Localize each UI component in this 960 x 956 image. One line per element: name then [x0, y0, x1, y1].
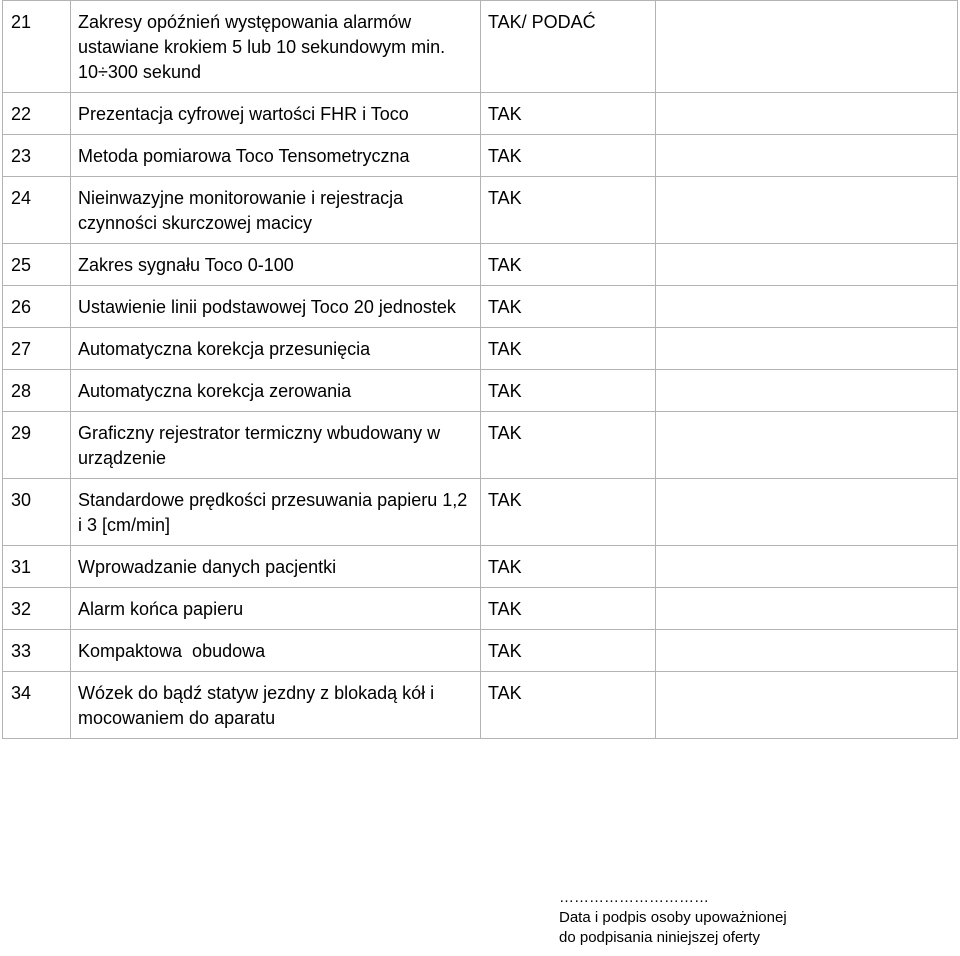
row-description: Zakresy opóźnień występowania alarmów ustawiane krokiem 5 lub 10 sekundowym min. 10÷300 sekund — [71, 1, 481, 93]
row-offered-value[interactable] — [656, 672, 958, 739]
row-description: Alarm końca papieru — [71, 588, 481, 630]
row-description: Kompaktowa obudowa — [71, 630, 481, 672]
table-row — [3, 328, 958, 370]
row-requirement: TAK — [481, 328, 656, 370]
table-row — [3, 546, 958, 588]
row-number: 34 — [3, 672, 71, 739]
table-row — [3, 479, 958, 546]
specification-table — [2, 0, 958, 739]
table-row — [3, 177, 958, 244]
row-offered-value[interactable] — [656, 412, 958, 479]
row-offered-value[interactable] — [656, 286, 958, 328]
row-requirement: TAK — [481, 370, 656, 412]
table-row — [3, 244, 958, 286]
table-row — [3, 630, 958, 672]
row-number: 28 — [3, 370, 71, 412]
row-number: 30 — [3, 479, 71, 546]
row-offered-value[interactable] — [656, 328, 958, 370]
specification-table-body — [3, 1, 958, 739]
row-requirement: TAK — [481, 286, 656, 328]
row-offered-value[interactable] — [656, 177, 958, 244]
table-row — [3, 588, 958, 630]
signature-line: ………………………… — [559, 889, 709, 906]
signature-caption-line-2: do podpisania niniejszej oferty — [559, 929, 760, 946]
row-description: Automatyczna korekcja przesunięcia — [71, 328, 481, 370]
row-requirement: TAK — [481, 546, 656, 588]
row-offered-value[interactable] — [656, 93, 958, 135]
row-offered-value[interactable] — [656, 1, 958, 93]
row-description: Metoda pomiarowa Toco Tensometryczna — [71, 135, 481, 177]
row-number: 25 — [3, 244, 71, 286]
row-requirement: TAK — [481, 672, 656, 739]
signature-block — [559, 888, 879, 948]
signature-caption-line-1: Data i podpis osoby upoważnionej — [559, 909, 787, 926]
row-description: Ustawienie linii podstawowej Toco 20 jednostek — [71, 286, 481, 328]
row-requirement: TAK — [481, 244, 656, 286]
row-requirement: TAK/ PODAĆ — [481, 1, 656, 93]
row-number: 23 — [3, 135, 71, 177]
table-row — [3, 370, 958, 412]
row-number: 27 — [3, 328, 71, 370]
table-row — [3, 93, 958, 135]
table-row — [3, 135, 958, 177]
row-number: 22 — [3, 93, 71, 135]
row-offered-value[interactable] — [656, 546, 958, 588]
row-description: Graficzny rejestrator termiczny wbudowany w urządzenie — [71, 412, 481, 479]
row-requirement: TAK — [481, 588, 656, 630]
row-number: 33 — [3, 630, 71, 672]
row-offered-value[interactable] — [656, 370, 958, 412]
row-description: Zakres sygnału Toco 0-100 — [71, 244, 481, 286]
row-description: Prezentacja cyfrowej wartości FHR i Toco — [71, 93, 481, 135]
row-offered-value[interactable] — [656, 588, 958, 630]
row-offered-value[interactable] — [656, 630, 958, 672]
row-requirement: TAK — [481, 479, 656, 546]
row-offered-value[interactable] — [656, 135, 958, 177]
row-requirement: TAK — [481, 177, 656, 244]
table-row — [3, 672, 958, 739]
row-offered-value[interactable] — [656, 479, 958, 546]
table-row — [3, 1, 958, 93]
row-number: 32 — [3, 588, 71, 630]
row-requirement: TAK — [481, 135, 656, 177]
table-row — [3, 412, 958, 479]
row-description: Nieinwazyjne monitorowanie i rejestracja czynności skurczowej macicy — [71, 177, 481, 244]
row-requirement: TAK — [481, 93, 656, 135]
row-number: 26 — [3, 286, 71, 328]
row-requirement: TAK — [481, 630, 656, 672]
row-description: Automatyczna korekcja zerowania — [71, 370, 481, 412]
row-number: 21 — [3, 1, 71, 93]
row-number: 24 — [3, 177, 71, 244]
row-requirement: TAK — [481, 412, 656, 479]
row-offered-value[interactable] — [656, 244, 958, 286]
row-number: 29 — [3, 412, 71, 479]
row-number: 31 — [3, 546, 71, 588]
row-description: Standardowe prędkości przesuwania papieru 1,2 i 3 [cm/min] — [71, 479, 481, 546]
row-description: Wózek do bądź statyw jezdny z blokadą kół i mocowaniem do aparatu — [71, 672, 481, 739]
table-row — [3, 286, 958, 328]
row-description: Wprowadzanie danych pacjentki — [71, 546, 481, 588]
